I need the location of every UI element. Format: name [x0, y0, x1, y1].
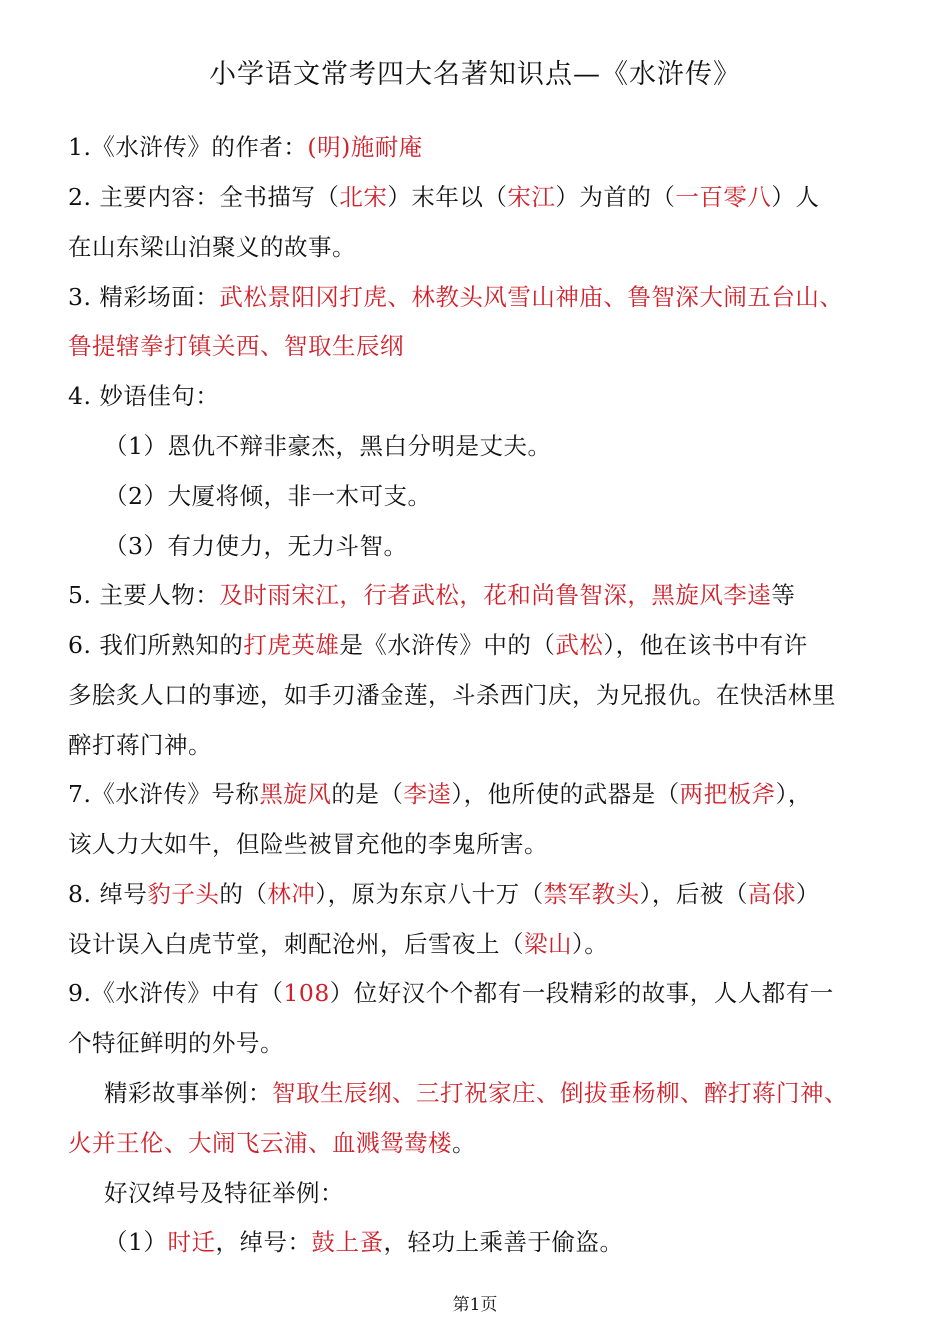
text-span: 在山东梁山泊聚义的故事。	[68, 233, 356, 261]
text-span: ）为首的（	[555, 183, 676, 211]
text-span: （2）大厦将倾，非一木可支。	[104, 482, 432, 510]
text-line	[68, 875, 888, 909]
text-span: ），他在该书中有许	[603, 631, 808, 659]
text-line	[68, 974, 888, 1008]
highlighted-text: 梁山	[524, 930, 572, 958]
text-line	[68, 576, 888, 610]
text-span: 4. 妙语佳句：	[68, 382, 220, 410]
highlighted-text: 两把板斧	[679, 780, 776, 808]
text-span: ），	[775, 780, 812, 808]
highlighted-text: 时迁	[167, 1228, 216, 1256]
text-span: 9.《水浒传》中有（	[68, 979, 284, 1007]
highlighted-text: 打虎英雄	[243, 631, 340, 659]
highlighted-text: 智取生辰纲、三打祝家庄、倒拔垂杨柳、醉打蒋门神、	[272, 1079, 848, 1107]
text-line	[104, 1174, 924, 1208]
text-line	[68, 228, 888, 262]
text-span: （1）	[104, 1228, 168, 1256]
highlighted-text: 黑旋风	[259, 780, 332, 808]
text-span: ）	[795, 880, 820, 908]
text-span: ）。	[572, 930, 609, 958]
text-span: 个特征鲜明的外号。	[68, 1029, 284, 1057]
text-span: ），后被（	[639, 880, 748, 908]
text-line	[68, 726, 888, 760]
text-line	[68, 278, 888, 312]
text-span: ，绰号：	[215, 1228, 312, 1256]
text-span: 的（	[219, 880, 268, 908]
text-span: （1）恩仇不辩非豪杰，黑白分明是丈夫。	[104, 432, 552, 460]
highlighted-text: 禁军教头	[543, 880, 640, 908]
text-span: ，轻功上乘善于偷盗。	[383, 1228, 624, 1256]
text-line	[104, 527, 924, 561]
text-span: 6. 我们所熟知的	[68, 631, 244, 659]
text-span: 设计误入白虎节堂，刺配沧州，后雪夜上（	[68, 930, 524, 958]
text-line	[68, 178, 888, 212]
highlighted-text: 一百零八	[675, 183, 772, 211]
text-span: ），原为东京八十万（	[315, 880, 544, 908]
highlighted-text: 武松景阳冈打虎、林教头风雪山神庙、鲁智深大闹五台山、	[219, 283, 844, 311]
page-number: 第1页	[452, 1295, 498, 1315]
text-span: 1.《水浒传》的作者：	[68, 133, 308, 161]
text-span: 醉打蒋门神。	[68, 731, 212, 759]
text-line	[104, 427, 924, 461]
highlighted-text: 李逵	[403, 780, 452, 808]
text-line	[104, 1223, 924, 1257]
highlighted-text: 108	[283, 979, 330, 1007]
text-line	[68, 775, 888, 809]
highlighted-text: 火并王伦、大闹飞云浦、血溅鸳鸯楼	[68, 1129, 452, 1157]
highlighted-text: 宋江	[507, 183, 556, 211]
highlighted-text: 高俅	[747, 880, 796, 908]
text-span: 的是（	[331, 780, 404, 808]
text-line	[68, 1024, 888, 1058]
text-span: 多脍炙人口的事迹，如手刃潘金莲，斗杀西门庆，为兄报仇。在快活林里	[68, 681, 836, 709]
text-line	[104, 1074, 924, 1108]
text-span: ），他所使的武器是（	[451, 780, 680, 808]
text-line	[68, 626, 888, 660]
text-span: ）末年以（	[387, 183, 508, 211]
document-title: 小学语文常考四大名著知识点—《水浒传》	[209, 59, 741, 90]
text-line	[68, 128, 888, 162]
highlighted-text: 林冲	[267, 880, 316, 908]
text-span: 是《水浒传》中的（	[339, 631, 556, 659]
text-span: 好汉绰号及特征举例：	[104, 1179, 344, 1207]
highlighted-text: 豹子头	[147, 880, 220, 908]
text-line	[68, 925, 888, 959]
highlighted-text: 武松	[555, 631, 604, 659]
text-span: ）人	[771, 183, 820, 211]
text-span: 2. 主要内容：全书描写（	[68, 183, 340, 211]
text-span: 该人力大如牛，但险些被冒充他的李鬼所害。	[68, 830, 548, 858]
highlighted-text: 鼓上蚤	[311, 1228, 384, 1256]
text-line	[68, 377, 888, 411]
highlighted-text: 及时雨宋江，行者武松，花和尚鲁智深，黑旋风李逵	[219, 581, 772, 609]
text-line	[68, 825, 888, 859]
text-span: 5. 主要人物：	[68, 581, 220, 609]
text-line	[68, 1124, 888, 1158]
text-span: 等	[771, 581, 796, 609]
highlighted-text: (明)施耐庵	[307, 133, 423, 161]
highlighted-text: 鲁提辖拳打镇关西、智取生辰纲	[68, 332, 404, 360]
text-span: 7.《水浒传》号称	[68, 780, 260, 808]
text-line	[104, 477, 924, 511]
text-line	[68, 676, 888, 710]
text-span: 8. 绰号	[68, 880, 148, 908]
text-line	[68, 327, 888, 361]
text-span: 精彩故事举例：	[104, 1079, 272, 1107]
text-span: ）位好汉个个都有一段精彩的故事，人人都有一	[329, 979, 834, 1007]
text-span: （3）有力使力，无力斗智。	[104, 532, 408, 560]
text-span: 3. 精彩场面：	[68, 283, 220, 311]
text-span: 。	[452, 1129, 476, 1157]
highlighted-text: 北宋	[339, 183, 388, 211]
